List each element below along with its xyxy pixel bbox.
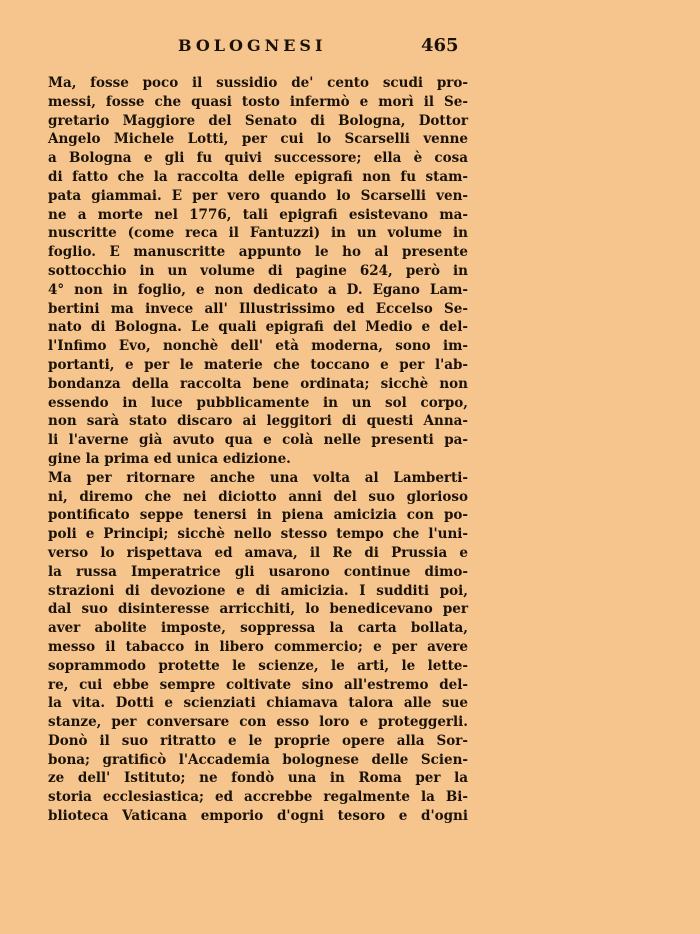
- text-line: bona; gratificò l'Accademia bolognese delle Scien-: [48, 751, 468, 768]
- text-line: aver abolite imposte, soppressa la carta bollata,: [48, 620, 468, 637]
- text-line: soprammodo protette le scienze, le arti, le lette-: [48, 657, 468, 674]
- paragraph-2: [48, 469, 468, 826]
- body-text: [48, 74, 468, 826]
- text-line: re, cui ebbe sempre coltivate sino all'estremo del-: [48, 676, 468, 693]
- text-line: blioteca Vaticana emporio d'ogni tesoro e d'ogni: [48, 808, 468, 825]
- text-line: portanti, e per le materie che toccano e per l'ab-: [48, 356, 468, 373]
- text-line: ni, diremo che nei diciotto anni del suo glorioso: [48, 488, 468, 505]
- text-line: 4° non in foglio, e non dedicato a D. Egano Lam-: [48, 281, 468, 298]
- running-title: BOLOGNESI: [178, 36, 327, 55]
- text-line: di fatto che la raccolta delle epigrafi non fu stam-: [48, 168, 468, 185]
- text-line: Ma, fosse poco il sussidio de' cento scudi pro-: [48, 75, 468, 91]
- text-line: messo il tabacco in libero commercio; e per avere: [48, 638, 468, 655]
- text-line: gretario Maggiore del Senato di Bologna, Dottor: [48, 112, 468, 129]
- text-line: non sarà stato discaro ai leggitori di questi Anna-: [48, 413, 468, 430]
- text-line: stanze, per conversare con esso loro e proteggerli.: [48, 714, 468, 731]
- text-line: Donò il suo ritratto e le proprie opere alla Sor-: [48, 732, 468, 749]
- text-line: la vita. Dotti e scienziati chiamava talora alle sue: [48, 695, 468, 712]
- text-line: la russa Imperatrice gli usarono continue dimo-: [48, 563, 468, 580]
- text-line: ze dell' Istituto; ne fondò una in Roma per la: [48, 770, 468, 787]
- text-line: nato di Bologna. Le quali epigrafi del Medio e del-: [48, 319, 468, 336]
- text-line: pata giammai. E per vero quando lo Scarselli ven-: [48, 187, 468, 204]
- text-line: essendo in luce pubblicamente in un sol corpo,: [48, 394, 468, 411]
- text-line: foglio. E manuscritte appunto le ho al presente: [48, 244, 468, 261]
- text-line: pontificato seppe tenersi in piena amicizia con po-: [48, 507, 468, 524]
- text-line: bondanza della raccolta bene ordinata; sicchè non: [48, 375, 468, 392]
- text-line: a Bologna e gli fu quivi successore; ella è cosa: [48, 150, 468, 167]
- text-line: l'Infimo Evo, nonchè dell' età moderna, sono im-: [48, 338, 468, 355]
- text-line: poli e Principi; sicchè nello stesso tempo che l'uni-: [48, 526, 468, 543]
- text-line: gine la prima ed unica edizione.: [48, 450, 291, 467]
- text-line: dal suo disinteresse arricchiti, lo benedicevano per: [48, 601, 468, 618]
- text-line: sottocchio in un volume di pagine 624, però in: [48, 262, 468, 279]
- text-line: bertini ma invece all' Illustrissimo ed Eccelso Se-: [48, 300, 468, 317]
- text-line: strazioni di devozione e di amicizia. I sudditi poi,: [48, 582, 468, 599]
- text-line: storia ecclesiastica; ed accrebbe regalmente la Bi-: [48, 789, 468, 806]
- text-line: nuscritte (come reca il Fantuzzi) in un volume in: [48, 225, 468, 242]
- page-number: 465: [421, 35, 459, 56]
- text-line: ne a morte nel 1776, tali epigrafi esistevano ma-: [48, 206, 468, 223]
- text-line: messi, fosse che quasi tosto infermò e morì il Se-: [48, 93, 468, 110]
- text-line: verso lo rispettava ed amava, il Re di Prussia e: [48, 544, 468, 561]
- text-line: Angelo Michele Lotti, per cui lo Scarselli venne: [48, 131, 468, 148]
- text-line: li l'averne già avuto qua e colà nelle presenti pa-: [48, 432, 468, 449]
- paragraph-1: [48, 74, 468, 469]
- text-line: Ma per ritornare anche una volta al Lamberti-: [48, 469, 468, 486]
